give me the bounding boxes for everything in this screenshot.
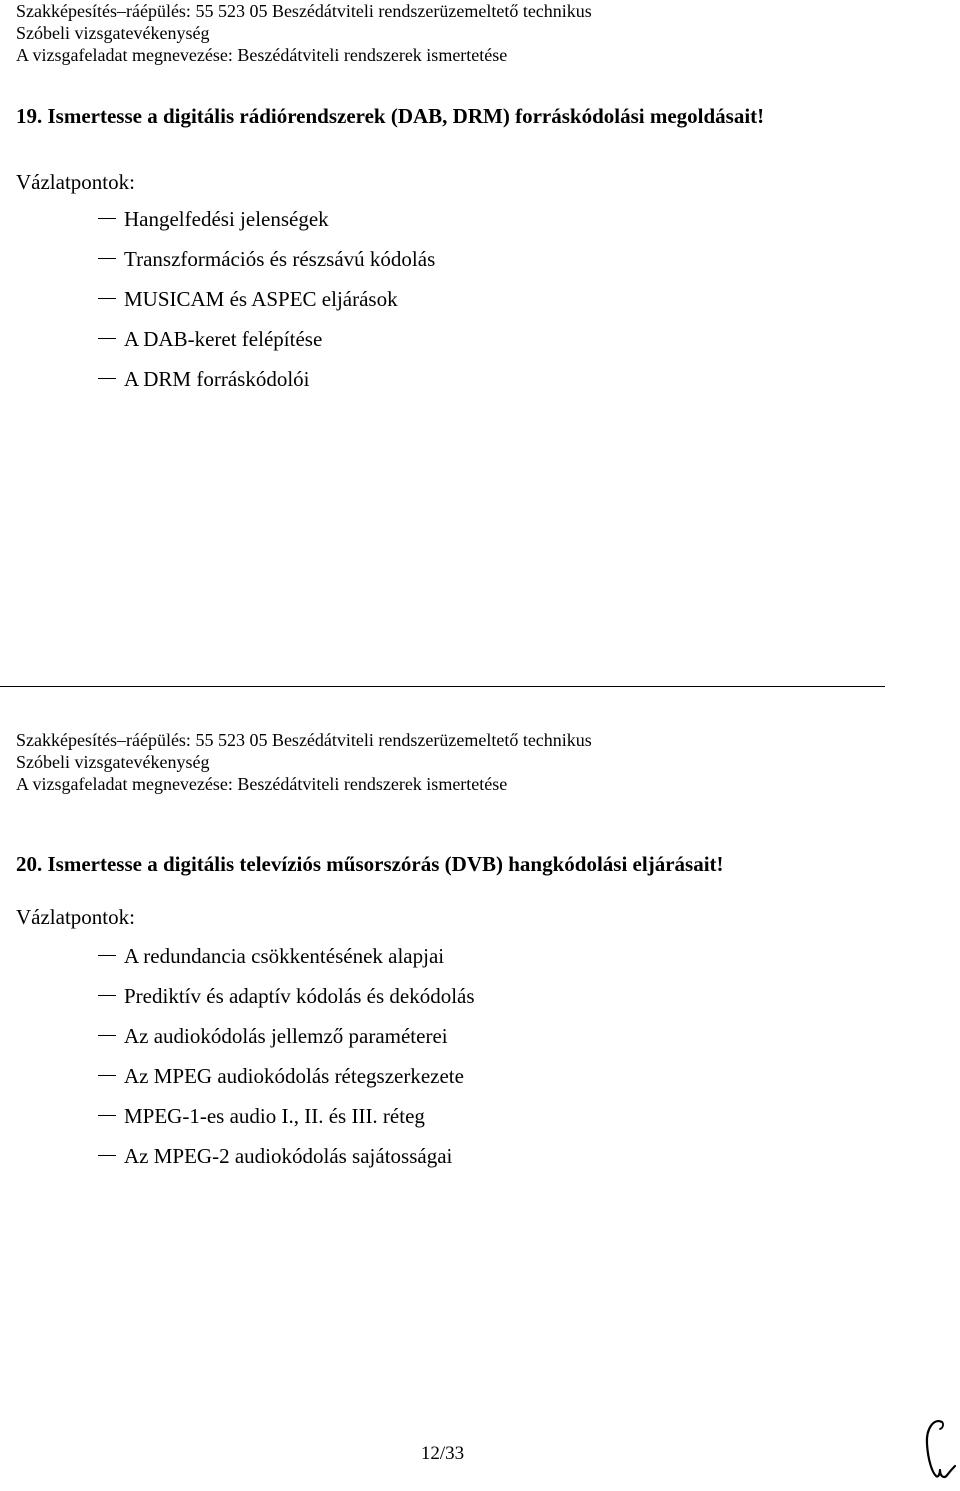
page-number: 12/33 bbox=[420, 1443, 465, 1464]
header-task-name: A vizsgafeladat megnevezése: Beszédátviteli rendszerek ismertetése bbox=[16, 774, 508, 794]
dash-bullet bbox=[98, 955, 116, 956]
header-qualification: Szakképesítés–ráépülés: 55 523 05 Beszédátviteli rendszerüzemeltető technikus bbox=[16, 1, 592, 21]
section-20-title: 20. Ismertesse a digitális televíziós műsorszórás (DVB) hangkódolási eljárásait! bbox=[16, 852, 724, 876]
dash-bullet bbox=[98, 258, 116, 259]
dash-bullet bbox=[98, 995, 116, 996]
dash-bullet bbox=[98, 218, 116, 219]
dash-bullet bbox=[98, 298, 116, 299]
dash-bullet bbox=[98, 1115, 116, 1116]
section-19-title: 19. Ismertesse a digitális rádiórendszerek (DAB, DRM) forráskódolási megoldásait! bbox=[16, 104, 765, 128]
dash-bullet bbox=[98, 378, 116, 379]
signature-mark bbox=[918, 1414, 958, 1484]
header-top bbox=[16, 0, 592, 66]
header-bottom bbox=[16, 729, 592, 795]
header-activity: Szóbeli vizsgatevékenység bbox=[16, 23, 210, 43]
dash-bullet bbox=[98, 1075, 116, 1076]
section-20-subtitle: Vázlatpontok: bbox=[16, 905, 135, 929]
dash-bullet bbox=[98, 1035, 116, 1036]
dash-bullet bbox=[98, 1155, 116, 1156]
section-19-subtitle: Vázlatpontok: bbox=[16, 170, 135, 194]
header-qualification: Szakképesítés–ráépülés: 55 523 05 Beszédátviteli rendszerüzemeltető technikus bbox=[16, 730, 592, 750]
header-task-name: A vizsgafeladat megnevezése: Beszédátviteli rendszerek ismertetése bbox=[16, 45, 508, 65]
horizontal-rule bbox=[0, 686, 885, 687]
dash-bullet bbox=[98, 338, 116, 339]
header-activity: Szóbeli vizsgatevékenység bbox=[16, 752, 210, 772]
